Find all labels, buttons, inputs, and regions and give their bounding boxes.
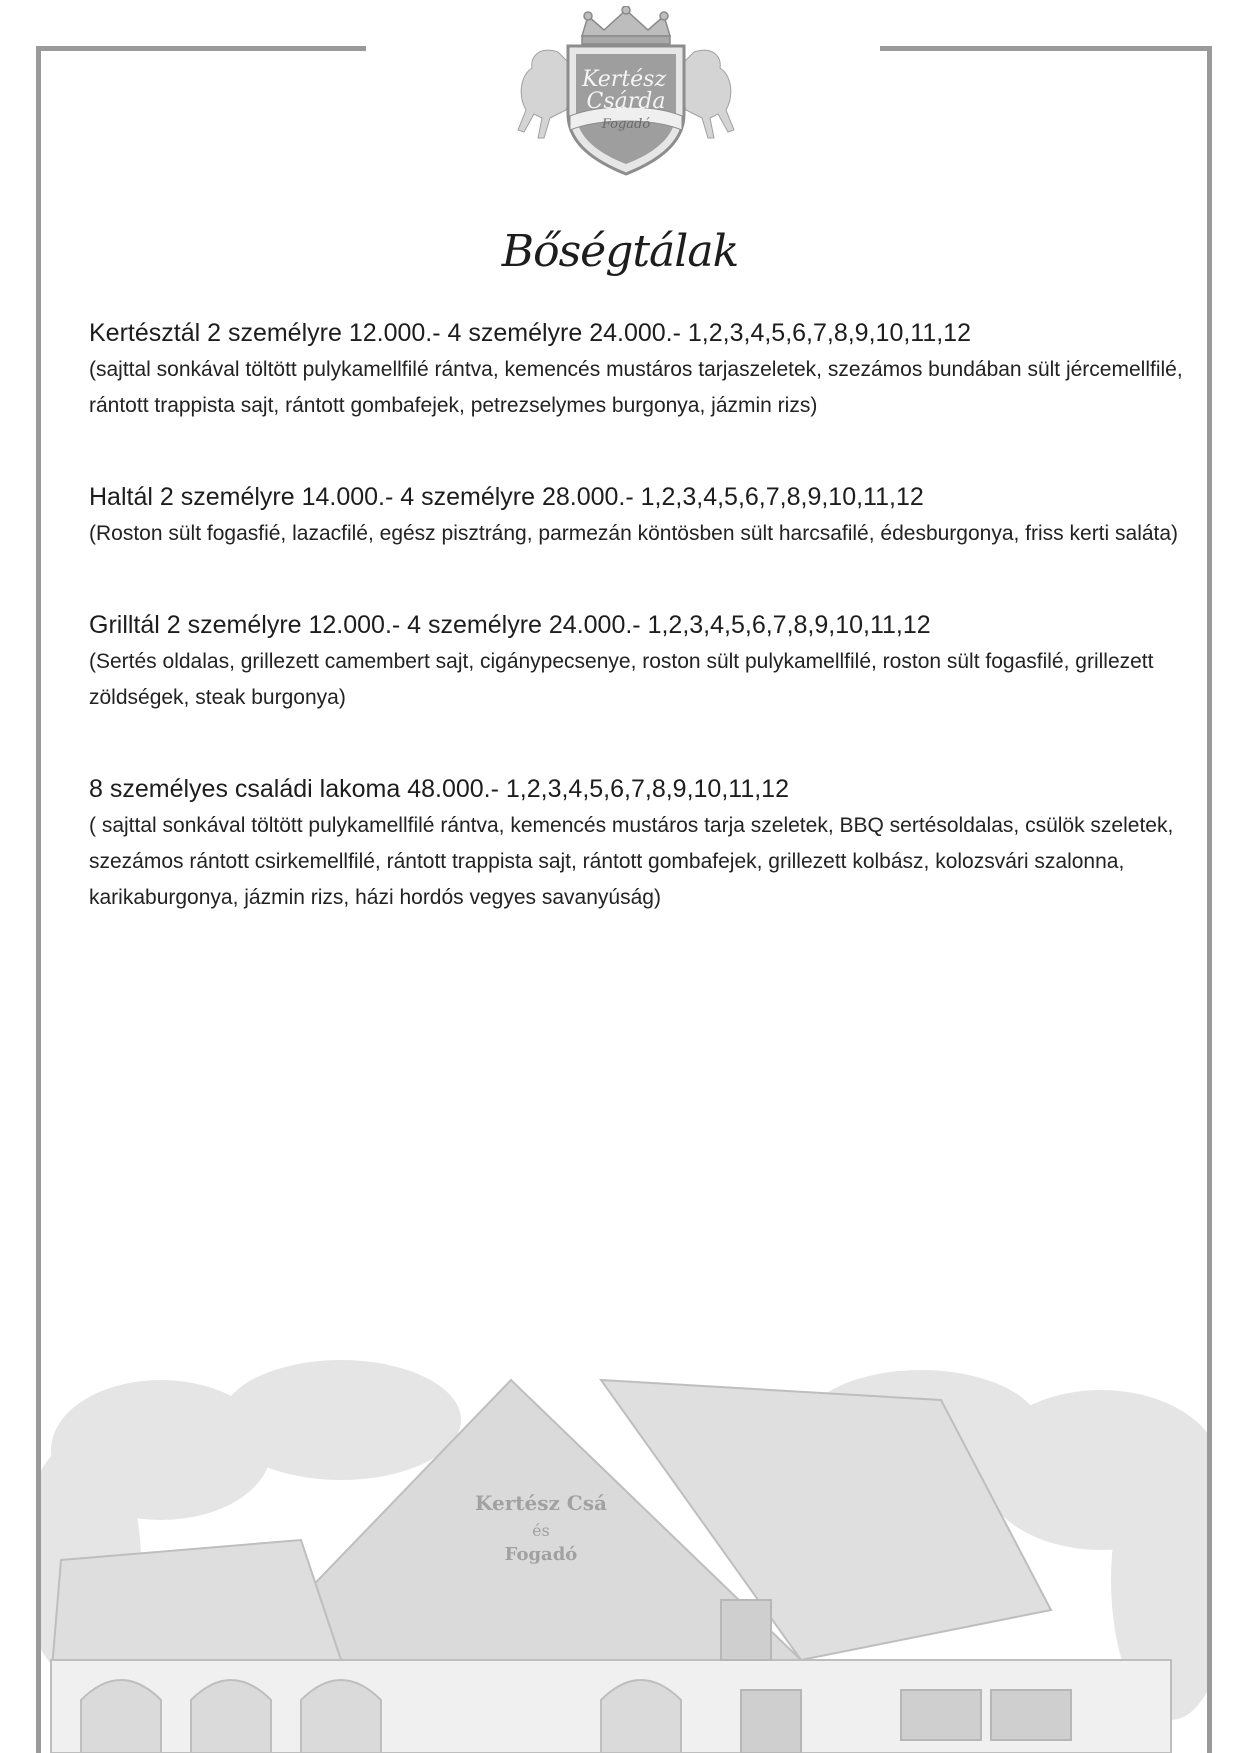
building-sign-line2: és [532,1521,550,1540]
menu-list [89,316,1189,972]
frame-right-line [1207,46,1212,1753]
building-sign-line1: Kertész Csá [475,1491,607,1515]
crown-icon [582,6,670,44]
frame-top-left-line [36,46,366,51]
menu-item [89,316,1189,424]
building-illustration [41,1360,1207,1753]
menu-item-description: (Sertés oldalas, grillezett camembert sajt, cigánypecsenye, roston sült pulykamellfilé, roston sült fogasfilé, grillezett zöldségek, steak burgonya) [89,650,1154,709]
page-title: Bőségtálak [501,226,739,277]
building-sign-line3: Fogadó [504,1544,578,1565]
logo-text-line1: Kertész [581,67,667,92]
menu-item [89,608,1189,716]
menu-item-title: 8 személyes családi lakoma 48.000.- 1,2,3,4,5,6,7,8,9,10,11,12 [89,775,789,803]
menu-item-title: Grilltál 2 személyre 12.000.- 4 személyre 24.000.- 1,2,3,4,5,6,7,8,9,10,11,12 [89,611,931,639]
menu-item [89,772,1189,916]
logo-emblem [510,6,742,184]
horse-icon-right [682,50,734,138]
logo-text-line2: Csárda [586,89,666,114]
menu-item-title: Haltál 2 személyre 14.000.- 4 személyre 28.000.- 1,2,3,4,5,6,7,8,9,10,11,12 [89,483,924,511]
menu-item [89,480,1189,552]
horse-icon-left [518,50,570,138]
frame-top-right-line [880,46,1212,51]
menu-item-description: (Roston sült fogasfié, lazacfilé, egész pisztráng, parmezán köntösben sült harcsafilé, édesburgonya, friss kerti saláta) [89,522,1179,545]
menu-item-title: Kertésztál 2 személyre 12.000.- 4 személyre 24.000.- 1,2,3,4,5,6,7,8,9,10,11,12 [89,319,971,347]
menu-item-description: ( sajttal sonkával töltött pulykamellfilé rántva, kemencés mustáros tarja szeletek, BBQ sertésoldalas, csülök szeletek, szezámos rántott csirkemellfilé, rántott trappista sajt, rántott gombafejek, grillezett kolbász, kolozsvári szalonna, karikaburgonya, jázmin rizs, házi hordós vegyes savanyúság) [89,814,1174,909]
logo-text-line3: Fogadó [601,117,651,132]
menu-item-description: (sajttal sonkával töltött pulykamellfilé rántva, kemencés mustáros tarjaszeletek, szezámos bundában sült jércemellfilé, rántott trappista sajt, rántott gombafejek, petrezselymes burgonya, jázmin rizs) [89,358,1183,417]
